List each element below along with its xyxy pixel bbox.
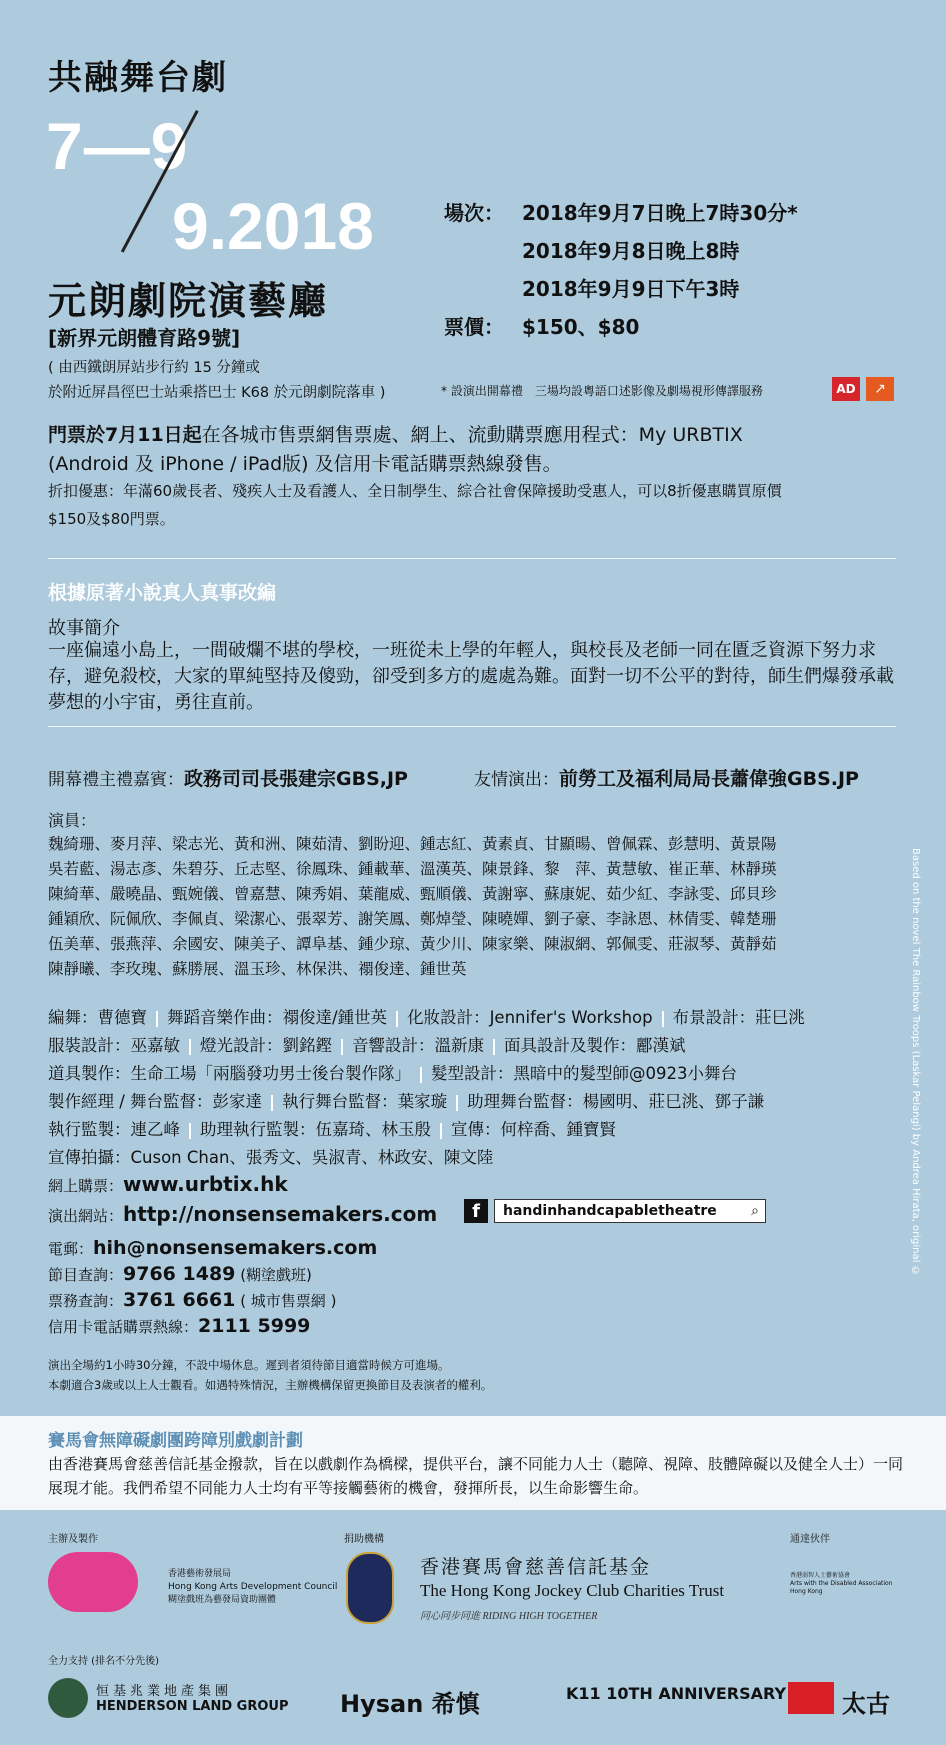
shows-label: 場次： — [444, 201, 504, 225]
swire-logo: 太古 — [842, 1690, 890, 1718]
facebook-icon[interactable]: f — [464, 1199, 488, 1223]
price: $150、$80 — [522, 315, 640, 339]
crew-line — [48, 1032, 908, 1060]
guest-label: 開幕禮主禮嘉賓： — [48, 770, 184, 790]
friend-name: 前勞工及福利局局長蕭偉強GBS.JP — [559, 768, 859, 790]
credit: 音響設計：溫新康 — [352, 1036, 484, 1055]
hkjc-crest-icon — [346, 1552, 394, 1624]
credit: 髮型設計：黑暗中的髮型師@0923小舞台 — [431, 1064, 737, 1083]
adahk-en: Arts with the Disabled Association Hong Kong — [790, 1580, 893, 1595]
cast-list — [48, 832, 898, 982]
hkjc-en: The Hong Kong Jockey Club Charities Trust — [420, 1581, 725, 1600]
hkadc-zh: 香港藝術發展局 — [168, 1569, 232, 1579]
credit: 宣傳拍攝：Cuson Chan、張秀文、吳淑青、林政安、陳文陸 — [48, 1148, 494, 1167]
cast-line: 陳綺華、嚴曉晶、甄婉儀、曾嘉慧、陳秀娟、葉龍威、甄順儀、黃謝寧、蘇康妮、茹少紅、李詠雯、邱貝珍 — [48, 885, 777, 903]
hkadc-logo — [168, 1568, 337, 1607]
hkjc-logo — [420, 1552, 724, 1622]
search-icon: ⌕ — [751, 1203, 759, 1219]
credit: 舞蹈音樂作曲：禤俊達/鍾世英 — [167, 1008, 388, 1027]
discount-line: 折扣優惠：年滿60歲長者、殘疾人士及看護人、全日制學生、綜合社會保障援助受惠人，可以8折優惠購買原價 — [48, 482, 782, 500]
discount-line: $150及$80門票。 — [48, 510, 175, 528]
venue-directions — [48, 356, 385, 406]
cast-line: 吳若藍、湯志彥、朱碧芬、丘志堅、徐鳳珠、鍾載華、溫漢英、陳景鋒、黎 萍、黃慧敏、崔正華、林靜瑛 — [48, 860, 777, 878]
henderson-icon — [48, 1678, 88, 1718]
venue-address: [新界元朗體育路9號] — [48, 326, 241, 350]
divider — [48, 558, 896, 559]
funded-label: 捐助機構 — [344, 1534, 384, 1545]
credit-card-label: 信用卡電話購票熱線： — [48, 1318, 199, 1336]
swire-icon — [788, 1682, 834, 1714]
show-website — [48, 1202, 437, 1226]
fine-print — [48, 1355, 492, 1395]
ticket-info — [48, 421, 908, 479]
partner-label: 通達伙伴 — [790, 1534, 830, 1545]
programme-phone: 9766 1489 — [123, 1263, 236, 1285]
credit: 助理舞台監督：楊國明、莊巳洮、鄧子謙 — [467, 1092, 765, 1111]
project-text: 由香港賽馬會慈善信託基金撥款，旨在以戲劇作為橋樑，提供平台，讓不同能力人士（聽障、視障、肢體障礙以及健全人士）一同展現才能。我們希望不同能力人士均有平等接觸藝術的機會，發揮所長，以生命影響生命。 — [48, 1455, 904, 1497]
divider — [48, 726, 896, 727]
contact-info — [48, 1236, 377, 1340]
email-address[interactable]: hih@nonsensemakers.com — [93, 1237, 378, 1259]
website-link[interactable]: http://nonsensemakers.com — [123, 1202, 438, 1226]
service-note: * 設演出開幕禮 三場均設粵語口述影像及劇場視形傳譯服務 — [441, 384, 763, 398]
page-title: 共融舞台劇 — [48, 58, 228, 98]
cast-heading: 演員： — [48, 811, 97, 830]
crew-line — [48, 1088, 908, 1116]
crew-line — [48, 1116, 908, 1144]
credit: 服裝設計：巫嘉敏 — [48, 1036, 180, 1055]
friend-label: 友情演出： — [474, 770, 559, 790]
hkadc-en: Hong Kong Arts Development Council — [168, 1582, 338, 1592]
cast-line: 陳靜曦、李玫瑰、蘇勝展、溫玉珍、林保洪、禤俊達、鍾世英 — [48, 960, 467, 978]
date-range-end: 9.2018 — [172, 189, 374, 263]
email-label: 電郵： — [48, 1240, 94, 1258]
project-heading: 賽馬會無障礙劇團跨障別戲劇計劃 — [48, 1431, 303, 1451]
credit: 燈光設計：劉銘鏗 — [200, 1036, 332, 1055]
credit: 製作經理 / 舞台監督：彭家達 — [48, 1092, 263, 1111]
urbtix-link[interactable]: www.urbtix.hk — [123, 1172, 288, 1196]
guest-of-honour — [48, 764, 408, 791]
show-time: 2018年9月9日下午3時 — [522, 277, 740, 301]
audio-description-icon: AD — [832, 377, 860, 401]
credit: 布景設計：莊巳洮 — [672, 1008, 805, 1027]
facebook-page-name: handinhandcapabletheatre — [503, 1203, 717, 1219]
credit: 道具製作：生命工場「兩腦發功男士後台製作隊」 — [48, 1064, 411, 1083]
credit: 面具設計及製作：酈漢斌 — [504, 1036, 686, 1055]
henderson-en: HENDERSON LAND GROUP — [96, 1699, 289, 1714]
ticket-platforms: (Android 及 iPhone / iPad版) 及信用卡電話購票熱線發售。 — [48, 453, 562, 475]
crew-line — [48, 1060, 908, 1088]
crew-line — [48, 1144, 908, 1172]
fine-print-line: 本劇適合3歲或以上人士觀看。如遇特殊情況，主辦機構保留更換節目及表演者的權利。 — [48, 1378, 493, 1392]
price-label: 票價： — [444, 315, 504, 339]
online-booking — [48, 1172, 288, 1196]
hkjc-slogan: 同心同步同進 RIDING HIGH TOGETHER — [420, 1611, 598, 1622]
ticketing-label: 票務查詢： — [48, 1292, 124, 1310]
schedule — [444, 194, 798, 346]
show-time: 2018年9月7日晚上7時30分* — [522, 201, 798, 225]
cast-line: 鍾穎欣、阮佩欣、李佩貞、梁潔心、張翠芳、謝笑鳳、鄭焯瑩、陳曉嬋、劉子豪、李詠恩、林倩雯、韓楚珊 — [48, 910, 777, 928]
adahk-zh: 香港弱智人士藝術協會 — [790, 1572, 851, 1579]
credit: 編舞：曹德寶 — [48, 1008, 147, 1027]
programme-label: 節目查詢： — [48, 1266, 124, 1284]
programme-note: (糊塗戲班) — [240, 1266, 312, 1284]
side-credit: Based on the novel The Rainbow Troops (Laskar Pelangi) by Andrea Hirata, original © — [910, 848, 921, 1277]
sign-interpretation-icon: ↗ — [866, 377, 894, 401]
cast-line: 伍美華、張燕萍、余國安、陳美子、譚阜基、鍾少琼、黃少川、陳家樂、陳淑網、郭佩雯、莊淑琴、黃靜茹 — [48, 935, 777, 953]
ticketing-phone: 3761 6661 — [123, 1289, 236, 1311]
synopsis-heading: 故事簡介 — [48, 618, 120, 639]
crew-credits — [48, 1004, 908, 1172]
adahk-logo — [790, 1572, 900, 1596]
site-label: 演出網站： — [48, 1207, 124, 1225]
friendly-performance — [474, 764, 859, 791]
hkjc-zh: 香港賽馬會慈善信託基金 — [420, 1557, 652, 1578]
credit: 助理執行監製：伍嘉琦、林玉殷 — [200, 1120, 431, 1139]
facebook-search-box[interactable] — [494, 1199, 766, 1223]
hysan-logo: Hysan 希慎 — [340, 1690, 480, 1718]
henderson-zh: 恒基兆業地產集團 — [96, 1684, 233, 1699]
date-range-start: 7—9 — [46, 109, 189, 183]
fine-print-line: 演出全場約1小時30分鐘，不設中場休息。遲到者須待節目適當時候方可進場。 — [48, 1358, 450, 1372]
cast-line: 魏綺珊、麥月萍、梁志光、黃和洲、陳茹清、劉盼迎、鍾志紅、黃素貞、甘顯暘、曾佩霖、彭慧明、黃景陽 — [48, 835, 777, 853]
route-line: ( 由西鐵朗屏站步行約 15 分鐘或 — [48, 360, 260, 376]
credit-card-phone: 2111 5999 — [198, 1315, 311, 1337]
route-line: 於附近屏昌徑巴士站乘搭巴士 K68 於元朗劇院落車 ) — [48, 385, 386, 401]
venue-name: 元朗劇院演藝廳 — [48, 279, 329, 323]
discount-info — [48, 477, 908, 533]
synopsis-text: 一座偏遠小島上，一間破爛不堪的學校，一班從未上學的年輕人，與校長及老師一同在匱乏資源下努力求存，避免殺校，大家的單純堅持及傻勁，卻受到多方的處處為難。面對一切不公平的對待，師生們爆發承載夢想的小宇宙，勇往直前。 — [48, 640, 894, 713]
support-label: 全力支持 (排名不分先後) — [48, 1656, 159, 1667]
based-on-heading: 根據原著小說真人真事改編 — [48, 582, 277, 604]
credit: 執行舞台監督：葉家璇 — [282, 1092, 448, 1111]
organizer-label: 主辦及製作 — [48, 1534, 98, 1545]
online-label: 網上購票： — [48, 1177, 124, 1195]
show-time: 2018年9月8日晚上8時 — [522, 239, 740, 263]
credit: 宣傳：何梓喬、鍾寶賢 — [451, 1120, 616, 1139]
ticket-date: 門票於7月11日起 — [48, 424, 202, 446]
ticketing-note: ( 城市售票網 ) — [240, 1292, 337, 1310]
credit: 化妝設計：Jennifer's Workshop — [407, 1008, 653, 1027]
crew-line — [48, 1004, 908, 1032]
credit: 執行監製：連乙峰 — [48, 1120, 180, 1139]
k11-logo: K11 10TH ANNIVERSARY — [566, 1684, 787, 1703]
hkadc-note: 糊塗戲班為藝發局資助團體 — [168, 1595, 277, 1605]
nonsense-makers-logo — [48, 1552, 138, 1612]
guest-name: 政務司司長張建宗GBS,JP — [184, 768, 408, 790]
ticket-outlets: 在各城市售票網售票處、網上、流動購票應用程式：My URBTIX — [201, 424, 743, 446]
henderson-logo — [96, 1680, 289, 1714]
